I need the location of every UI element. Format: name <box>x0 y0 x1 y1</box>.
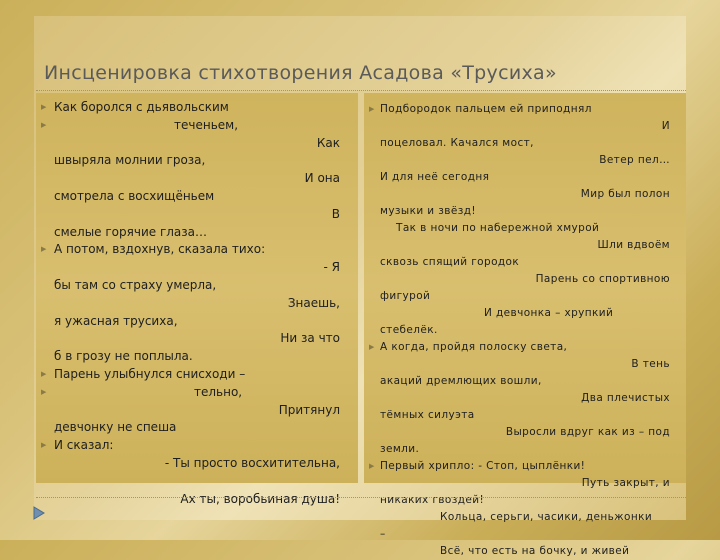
poem-line: фигурой <box>380 290 431 302</box>
right-text-panel <box>364 93 686 557</box>
poem-line: И сказал: <box>54 438 114 453</box>
poem-line: Так в ночи по набережной хмурой <box>396 222 600 234</box>
bullet-item <box>36 99 358 117</box>
poem-line: Два плечистых <box>581 392 670 404</box>
triangle-bullet-icon: ▶ <box>41 387 47 396</box>
poem-line: - Я <box>323 260 340 275</box>
bullet-item <box>364 101 686 339</box>
triangle-bullet-icon: ▶ <box>41 245 47 254</box>
bullet-item <box>364 458 686 560</box>
poem-line: стебелёк. <box>380 324 438 336</box>
poem-line: Путь закрыт, и <box>581 477 670 489</box>
poem-line: Знаешь, <box>287 295 340 310</box>
triangle-bullet-icon: ▶ <box>41 103 47 111</box>
right-bullet-list <box>364 93 686 560</box>
left-bullet-list <box>36 93 358 508</box>
left-text-panel <box>36 93 358 506</box>
footer-divider <box>36 497 686 498</box>
poem-line: А когда, пройдя полоску света, <box>380 341 568 353</box>
bullet-item <box>36 117 358 242</box>
poem-line: поцеловал. Качался мост, <box>380 137 534 149</box>
poem-line: И <box>661 120 670 132</box>
poem-line: И девчонка – хрупкий <box>484 307 614 319</box>
poem-line: Как боролся с дьявольским <box>54 100 229 114</box>
poem-line: Ветер пел… <box>599 154 670 166</box>
triangle-bullet-icon: ▶ <box>369 343 375 351</box>
poem-line: И для неё сегодня <box>380 171 490 183</box>
poem-line: бы там со страху умерла, <box>54 277 217 292</box>
poem-line: девчонку не спеша <box>54 420 177 435</box>
poem-line: теченьем, <box>174 117 239 132</box>
poem-line: Мир был полон <box>580 188 670 200</box>
triangle-bullet-icon: ▶ <box>41 120 47 129</box>
poem-line: Подбородок пальцем ей приподнял <box>380 103 592 115</box>
poem-line: Кольца, серьги, часики, деньжонки <box>440 511 653 523</box>
poem-line: А потом, вздохнув, сказала тихо: <box>54 242 266 257</box>
poem-line: – <box>380 528 386 540</box>
poem-line: Шли вдвоём <box>597 239 670 251</box>
poem-line: никаких гвоздей! <box>380 494 485 506</box>
poem-line: земли. <box>380 443 420 455</box>
poem-line: я ужасная трусиха, <box>54 313 178 328</box>
slide-title: Инсценировка стихотворения Асадова «Трусиха» <box>44 62 557 84</box>
play-arrow-icon[interactable] <box>32 505 46 521</box>
poem-line: - Ты просто восхитительна, <box>164 455 340 470</box>
poem-line: И она <box>304 171 340 186</box>
poem-line: швыряла молнии гроза, <box>54 153 206 168</box>
poem-line: музыки и звёзд! <box>380 205 476 217</box>
triangle-bullet-icon: ▶ <box>41 369 47 378</box>
poem-line <box>54 473 340 491</box>
poem-line: тельно, <box>194 384 243 399</box>
poem-line: В <box>331 206 340 221</box>
triangle-bullet-icon: ▶ <box>41 441 47 450</box>
poem-line: Всё, что есть на бочку, и живей <box>440 545 630 557</box>
poem-line: Ах ты, воробьиная душа! <box>180 491 340 506</box>
poem-line: Парень со спортивною <box>535 273 670 285</box>
bullet-item <box>36 384 358 437</box>
poem-line: В тень <box>631 358 670 370</box>
poem-line: б в грозу не поплыла. <box>54 349 193 364</box>
poem-line: смотрела с восхищёньем <box>54 188 215 203</box>
poem-line: смелые горячие глаза… <box>54 224 208 239</box>
poem-line: Притянул <box>278 402 340 417</box>
title-divider <box>36 90 686 91</box>
poem-line: акаций дремлющих вошли, <box>380 375 542 387</box>
bullet-item <box>36 241 358 366</box>
poem-line: тёмных силуэта <box>380 409 475 421</box>
poem-line: Парень улыбнулся снисходи – <box>54 366 246 381</box>
poem-line: Как <box>316 135 340 150</box>
poem-line: Выросли вдруг как из – под <box>505 426 670 438</box>
bullet-item <box>36 366 358 384</box>
triangle-bullet-icon: ▶ <box>369 462 375 470</box>
poem-line: Ни за что <box>280 331 340 346</box>
triangle-bullet-icon: ▶ <box>369 105 375 113</box>
poem-line: сквозь спящий городок <box>380 256 520 268</box>
poem-line: Первый хрипло: - Стоп, цыплёнки! <box>380 460 586 472</box>
bullet-item <box>364 339 686 458</box>
